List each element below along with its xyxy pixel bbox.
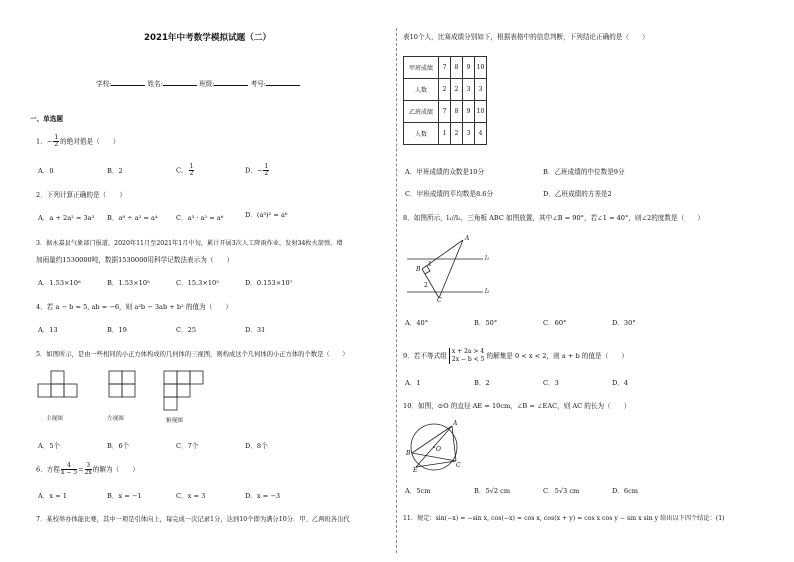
fig10-label-o: O	[436, 446, 441, 453]
left-view-label: 左视图	[107, 416, 124, 422]
column-divider	[396, 28, 397, 553]
q2-option-a[interactable]: A．a + 2a² = 3a³	[38, 214, 95, 222]
q5-option-b[interactable]: B．6个	[107, 442, 130, 450]
q3-option-c[interactable]: C．15.3×10⁵	[176, 279, 219, 287]
q2-option-d[interactable]: D．(a³)² = a⁶	[245, 211, 288, 219]
student-info	[96, 79, 300, 89]
q7-option-a[interactable]: A．甲班成绩的众数是10分	[405, 168, 485, 176]
q3-option-b[interactable]: B．1.53×10⁵	[107, 279, 150, 287]
question-7-continued: 表10个人，比赛成绩分别如下，根据表格中的信息判断，下列结论正确的是（ ）	[403, 33, 649, 41]
q7-option-b[interactable]: B．乙班成绩的中位数是9分	[543, 168, 625, 176]
question-7: 7．某校举办体能比赛，其中一项是引体向上，每完成一次记录1分，达到10个即为满分10分．甲、乙两班各出代	[36, 516, 350, 523]
q10-option-c[interactable]: C．5√3 cm	[543, 487, 580, 495]
question-2: 2．下列计算正确的是（ ）	[36, 191, 126, 199]
name-label: 姓名:	[147, 80, 163, 88]
table-row: 乙班成绩 7 8 9 10	[404, 101, 487, 123]
q1-option-d[interactable]: D．− $\frac{1}{2}$	[245, 163, 269, 177]
class-blank[interactable]	[214, 79, 248, 86]
question-9: 9．若不等式组 x + 2a > 4 2x − b < 5 的解集是 0 < x < 2，则 a + b 的值是（ ）	[403, 348, 628, 363]
q10-option-a[interactable]: A．5cm	[405, 487, 431, 495]
q7-option-c[interactable]: C．甲班成绩的平均数是8.6分	[405, 190, 494, 198]
table-row: 人数 1 2 3 4	[404, 123, 487, 145]
q6-option-b[interactable]: B．x = −1	[107, 492, 142, 500]
q4-option-c[interactable]: C．25	[176, 326, 197, 334]
section-title: 一、单选题	[30, 115, 63, 123]
question-11: 11．规定：sin(−x) = −sin x, cos(−x) = cos x, cos(x + y) = cos x cos y − sin x sin y 给出以下四个结论：(1)	[403, 515, 725, 522]
q6-option-a[interactable]: A．x = 1	[38, 492, 67, 500]
q8-option-c[interactable]: C．60°	[543, 319, 567, 327]
q3-option-a[interactable]: A．1.53×10⁶	[38, 279, 81, 287]
q9-option-c[interactable]: C．3	[543, 379, 559, 387]
page-title: 2021年中考数学模拟试题（二）	[144, 33, 272, 43]
fig8-angle-2: 2	[424, 282, 428, 289]
school-label: 学校:	[96, 80, 112, 88]
question-6: 6．方程 $\frac{4}{x - 5}$ = $\frac{3}{2x}$ 的解为（ ）	[36, 462, 139, 476]
number-label: 考号:	[250, 80, 267, 88]
q6-option-d[interactable]: D．x = −3	[245, 492, 281, 500]
class-label: 班级:	[199, 80, 215, 88]
question-5: 5．如图所示，是由一些相同的小正方体构成的几何体的三视图，则构成这个几何体的小正方体的个数是（ ）	[36, 351, 349, 358]
fig8-label-b: B	[416, 266, 421, 273]
q10-option-b[interactable]: B．5√2 cm	[474, 487, 511, 495]
q9-option-b[interactable]: B．2	[474, 379, 490, 387]
q6-option-c[interactable]: C．x = 3	[176, 492, 206, 500]
question-3-line2: 加雨量约1530000吨，数据1530000用科学记数法表示为（ ）	[36, 256, 234, 264]
q4-option-a[interactable]: A．13	[38, 326, 58, 334]
q5-option-d[interactable]: D．8个	[245, 442, 268, 450]
q1-option-c[interactable]: C． $\frac{1}{2}$	[176, 163, 194, 177]
three-view-figure	[36, 368, 216, 428]
question-8: 8．如图所示，l₁//l₂，三角板 ABC 如图放置，其中∠B = 90°，若∠1 = 40°，则∠2的度数是（ ）	[403, 214, 704, 222]
fig8-label-c: C	[437, 297, 442, 304]
fig10-label-e: E	[413, 467, 418, 474]
name-blank[interactable]	[163, 79, 197, 86]
fig10-label-c: C	[456, 462, 461, 469]
q3-option-d[interactable]: D．0.153×10⁷	[245, 279, 293, 287]
q8-option-b[interactable]: B．50°	[474, 319, 498, 327]
question-10: 10．如图，⊙O 的直径 AE = 10cm，∠B = ∠EAC，则 AC 的长为（ ）	[403, 402, 631, 410]
school-blank[interactable]	[111, 79, 145, 86]
front-view-label: 主视图	[46, 416, 63, 422]
score-table	[403, 56, 487, 145]
q9-option-a[interactable]: A．1	[405, 379, 421, 387]
q8-option-a[interactable]: A．40°	[405, 319, 429, 327]
fig10-label-a: A	[453, 420, 458, 427]
q4-option-b[interactable]: B．19	[107, 326, 127, 334]
question-1: 1．− $\frac{1}{2}$ 的绝对值是（ ）	[36, 134, 120, 148]
q7-option-d[interactable]: D．乙班成绩的方差是2	[543, 190, 612, 198]
fig8-line-l2: l₂	[485, 288, 490, 295]
fig8-angle-1: 1	[428, 261, 432, 268]
q5-option-c[interactable]: C．7个	[176, 442, 199, 450]
q1-option-b[interactable]: B．2	[107, 167, 123, 175]
fig10-label-b: B	[406, 450, 411, 457]
q8-option-d[interactable]: D．30°	[612, 319, 636, 327]
top-view-label: 俯视图	[166, 418, 183, 424]
q2-option-c[interactable]: C．a³ · a² = a⁶	[176, 214, 224, 222]
q4-option-d[interactable]: D．31	[245, 326, 266, 334]
q1-option-a[interactable]: A．0	[38, 167, 54, 175]
q9-option-d[interactable]: D．4	[612, 379, 629, 387]
q10-option-d[interactable]: D．6cm	[612, 487, 639, 495]
fig8-label-a: A	[465, 235, 470, 242]
question-3-line1: 3．据永嘉县气象部门报道，2020年11月至2021年1月中旬，累计开展3次人工降雨作业，发射34枚火箭弹，增	[36, 240, 343, 247]
number-blank[interactable]	[266, 79, 300, 86]
q5-option-a[interactable]: A．5个	[38, 442, 61, 450]
table-row: 人数 2 2 3 3	[404, 79, 487, 101]
question-4: 4．若 a − b = 5, ab = −6，则 a²b − 3ab + b² 的值为（ ）	[36, 303, 233, 311]
fig8-line-l1: l₁	[485, 255, 490, 262]
q2-option-b[interactable]: B．a⁸ ÷ a² = a⁴	[107, 214, 158, 222]
table-row: 甲班成绩 7 8 9 10	[404, 57, 487, 79]
